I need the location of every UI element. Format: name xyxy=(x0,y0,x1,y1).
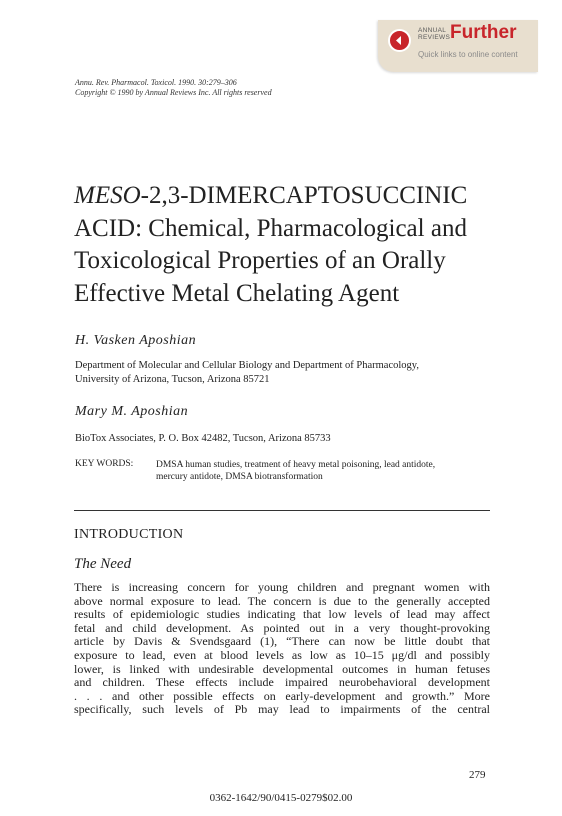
title-line-4: Effective Metal Chelating Agent xyxy=(74,279,400,307)
title-line-1: -2,3-DIMERCAPTOSUCCINIC xyxy=(140,182,468,209)
section-divider xyxy=(74,510,490,511)
author-affiliation: BioTox Associates, P. O. Box 42482, Tucson, Arizona 85733 xyxy=(75,433,331,444)
keywords-line: DMSA human studies, treatment of heavy metal poisoning, lead antidote, xyxy=(156,460,436,470)
author-name: H. Vasken Aposhian xyxy=(75,333,197,348)
body-line: results of epidemiologic studies indicating that low levels of lead may affect xyxy=(74,607,490,622)
article-title xyxy=(74,180,514,310)
section-heading-introduction: INTRODUCTION xyxy=(74,527,184,542)
subsection-heading-the-need: The Need xyxy=(74,556,132,572)
footer-price-code: 0362-1642/90/0415-0279$02.00 xyxy=(209,792,353,804)
keywords-label: KEY WORDS: xyxy=(75,459,134,469)
body-line: above normal exposure to lead. The concern is due to the generally accepted xyxy=(74,593,490,608)
journal-citation xyxy=(75,78,272,97)
title-line-2: ACID: Chemical, Pharmacological and xyxy=(74,214,467,242)
body-line: fetal and child development. As pointed out in a very thought-provoking xyxy=(74,620,490,635)
banner-brand-text: ANNUAL REVIEWS xyxy=(418,27,451,41)
annual-reviews-further-banner[interactable] xyxy=(378,20,538,72)
body-line: article by Davis & Svendsgaard (1), “There can now be little doubt that xyxy=(74,634,490,649)
page-number: 279 xyxy=(469,769,486,781)
affiliation-line: Department of Molecular and Cellular Biology and Department of Pharmacology, xyxy=(75,360,419,371)
body-line: exposure to lead, even at blood levels as low as 10–15 μg/dl and possibly xyxy=(74,647,490,662)
annual-reviews-logo-icon xyxy=(388,29,411,52)
title-meso-prefix: MESO xyxy=(74,182,141,209)
citation-line-copyright: Copyright © 1990 by Annual Reviews Inc. All rights reserved xyxy=(75,87,272,97)
body-line: lower, is linked with undesirable developmental outcomes in human fetuses xyxy=(74,661,490,676)
title-line-3: Toxicological Properties of an Orally xyxy=(74,247,446,274)
body-line: specifically, such levels of Pb may lead to impairments of the central xyxy=(74,702,490,717)
banner-tagline: Quick links to online content xyxy=(418,50,518,59)
body-line: There is increasing concern for young children and pregnant women with xyxy=(74,580,490,594)
citation-line-journal: Annu. Rev. Pharmacol. Toxicol. 1990. 30:279–306 xyxy=(75,78,237,87)
body-paragraph xyxy=(74,581,490,717)
affiliation-line: University of Arizona, Tucson, Arizona 85721 xyxy=(75,374,270,385)
author-affiliation xyxy=(75,359,419,387)
banner-further-label: Further xyxy=(450,22,517,43)
author-name: Mary M. Aposhian xyxy=(75,404,189,419)
body-line: . . . and other possible effects on early-development and growth.” More xyxy=(74,688,490,703)
body-line: and children. These effects include impaired neurobehavioral development xyxy=(74,675,490,690)
keywords-line: mercury antidote, DMSA biotransformation xyxy=(156,472,323,482)
keywords-list xyxy=(156,459,496,483)
